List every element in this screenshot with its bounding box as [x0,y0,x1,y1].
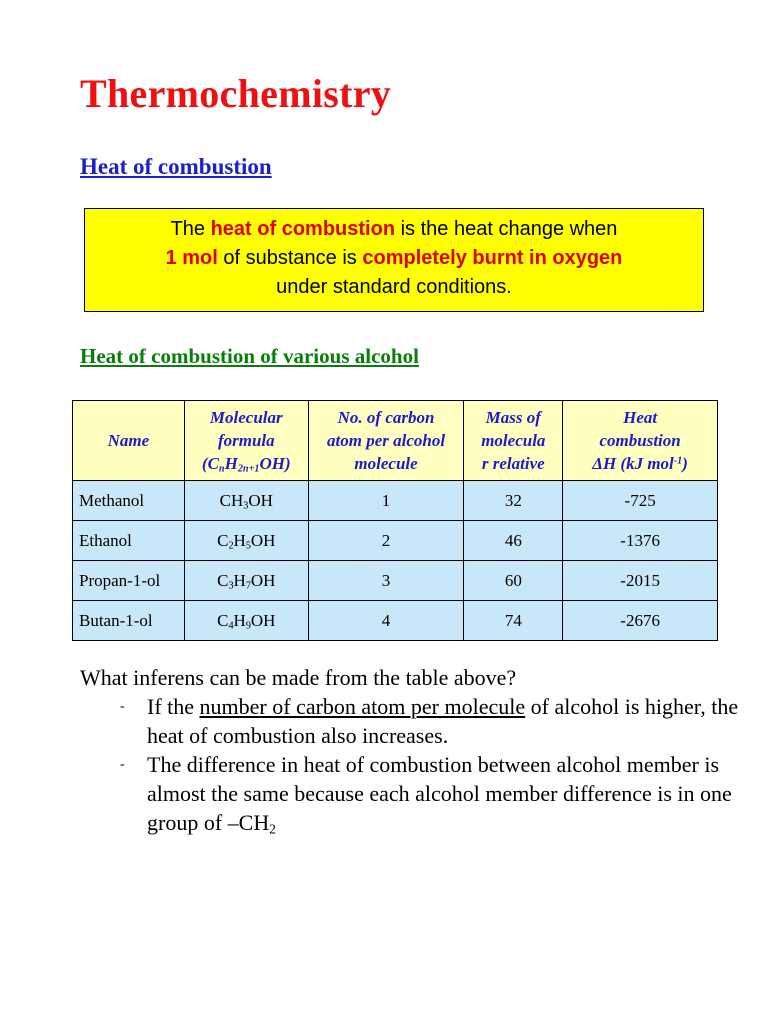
cell-name: Propan-1-ol [73,561,185,601]
formula-element: H [230,490,244,510]
cell-formula [184,481,308,521]
cell-mass: 60 [464,561,563,601]
formula-subscript: 5 [245,540,251,552]
dash-bullet: - [120,757,125,772]
table-header-row [73,401,718,481]
header-name [73,401,185,481]
cell-formula [184,601,308,641]
header-text: combustion [599,431,681,450]
alcohol-table-heading: Heat of combustion of various alcohol [80,344,419,368]
formula-subscript: 3 [228,580,234,592]
page-title: Thermochemistry [80,71,392,116]
inference-underlined-text: number of carbon atom per molecule [199,694,526,719]
formula-subscript: 2 [228,540,234,552]
cell-carbon-count: 4 [308,601,464,641]
cell-formula [184,561,308,601]
formula-subscript: 3 [243,500,249,512]
table-row [73,521,718,561]
inference-text: The difference in heat of combustion between alcohol member is almost the same because each alcohol member difference is in one group of –CH [147,752,732,835]
cell-heat: -2676 [563,601,718,641]
formula-element: OH [248,490,273,510]
header-text: molecula [481,431,546,450]
formula-subscript: 4 [228,620,234,632]
cell-name: Methanol [73,481,185,521]
list-item [120,750,740,837]
formula-subscript: 7 [245,580,251,592]
definition-line-2 [85,244,703,273]
header-superscript: -1 [673,455,683,467]
cell-formula [184,521,308,561]
definition-highlight: completely burnt in oxygen [362,247,623,269]
cell-mass: 74 [464,601,563,641]
inference-text: of alcohol is higher, the heat of combustion also increases. [147,694,739,748]
table-row [73,561,718,601]
header-text: OH) [259,454,291,473]
table-row [73,601,718,641]
header-text: r relative [481,454,545,473]
definition-highlight: heat of combustion [210,218,396,240]
cell-heat: -725 [563,481,718,521]
header-formula [184,401,308,481]
definition-text: is the heat change when [395,218,618,240]
formula-element: C [217,610,229,630]
formula-element: H [233,610,246,630]
header-text: H [224,454,238,473]
header-carbon-count [308,401,464,481]
list-item [120,692,740,750]
header-text: Heat [623,408,658,427]
formula-element: C [217,570,229,590]
formula-element: OH [250,610,276,630]
heat-of-combustion-heading: Heat of combustion [80,154,272,179]
cell-name: Ethanol [73,521,185,561]
header-text: molecule [354,454,418,473]
formula-subscript: 9 [245,620,251,632]
inference-subscript: 2 [269,821,276,837]
formula-element: C [219,490,231,510]
inference-question: What inferens can be made from the table above? [80,665,517,690]
table-row [73,481,718,521]
cell-name: Butan-1-ol [73,601,185,641]
header-subscript: n [218,463,225,475]
formula-element: H [233,530,246,550]
header-text: Mass of [485,408,541,427]
alcohol-table [72,400,718,641]
formula-element: H [233,570,246,590]
cell-carbon-count: 3 [308,561,464,601]
cell-carbon-count: 2 [308,521,464,561]
cell-carbon-count: 1 [308,481,464,521]
cell-mass: 46 [464,521,563,561]
inference-list [120,692,740,837]
table-body [73,481,718,641]
header-text: Name [107,431,150,450]
cell-mass: 32 [464,481,563,521]
formula-element: OH [250,530,276,550]
cell-heat: -1376 [563,521,718,561]
formula-element: OH [250,570,276,590]
definition-text: of substance is [217,247,363,269]
header-text: No. of carbon [337,408,435,427]
header-heat [563,401,718,481]
header-subscript: 2n+1 [237,463,260,475]
inference-text: If the [147,694,200,719]
header-text: ΔH (kJ mol [592,454,674,473]
definition-line-1 [85,215,703,244]
definition-line-3 [85,273,703,302]
header-mass [464,401,563,481]
header-text: Molecular [209,408,283,427]
header-text: atom per alcohol [327,431,446,450]
header-text: formula [217,431,275,450]
definition-box [84,208,704,312]
definition-highlight: 1 mol [165,247,218,269]
formula-element: C [217,530,229,550]
cell-heat: -2015 [563,561,718,601]
definition-text: The [170,218,211,240]
dash-bullet: - [120,699,125,714]
definition-text: under standard conditions. [276,276,512,298]
header-text: ) [682,454,688,473]
header-text: (C [201,454,219,473]
